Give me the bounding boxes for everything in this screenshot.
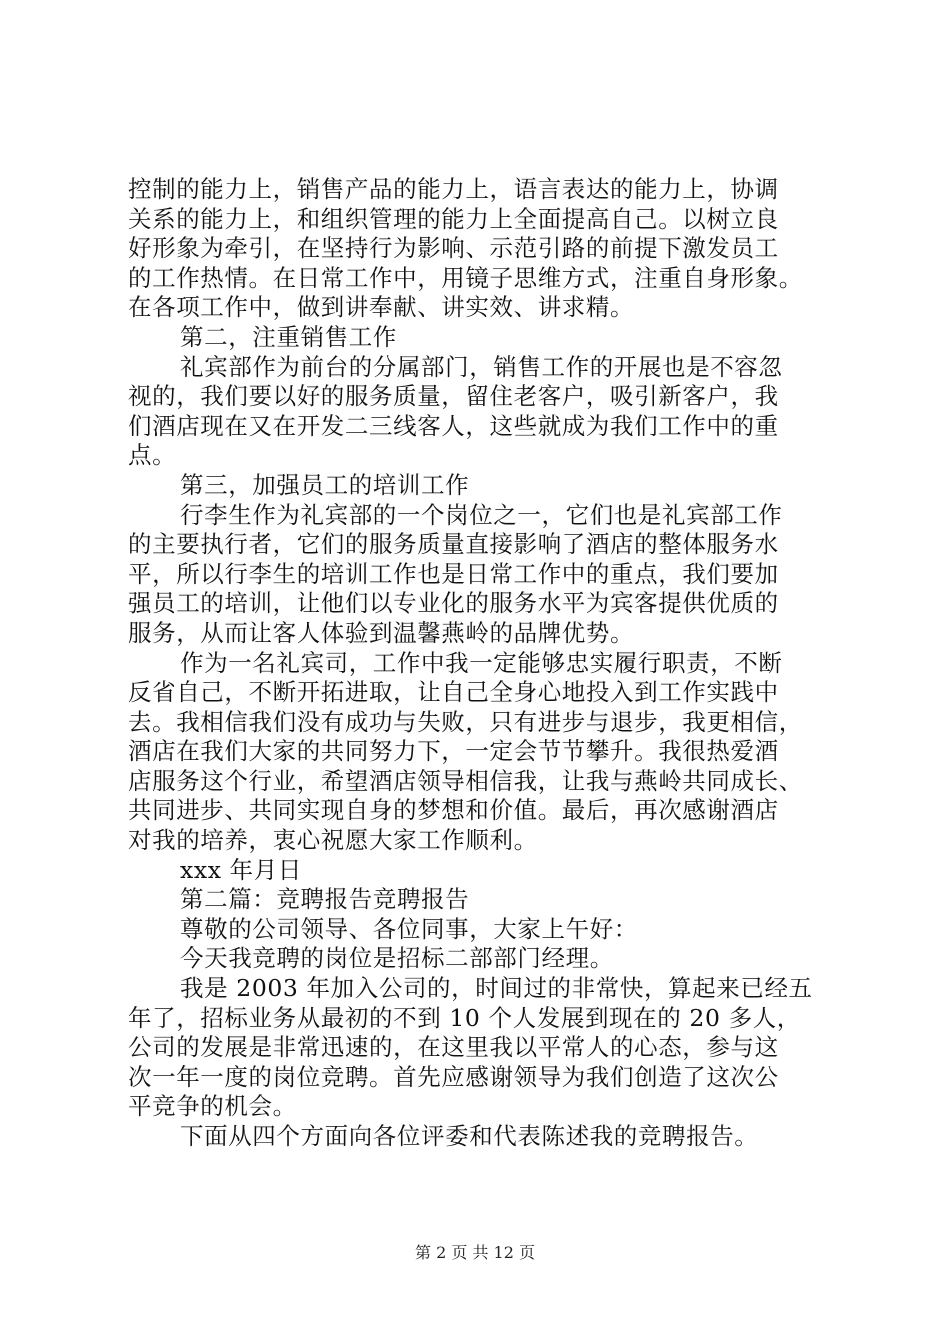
text-line: 行李生作为礼宾部的一个岗位之一，它们也是礼宾部工作: [180, 500, 783, 529]
text-line: 尊敬的公司领导、各位同事，大家上午好：: [180, 914, 638, 943]
text-line: 第三，加强员工的培训工作: [180, 470, 470, 499]
text-line: 礼宾部作为前台的分属部门，销售工作的开展也是不容忽: [180, 352, 783, 381]
text-line: xxx 年月日: [180, 855, 302, 884]
text-line: 在各项工作中，做到讲奉献、讲实效、讲求精。: [128, 293, 635, 322]
page-footer: 第 2 页 共 12 页: [415, 1243, 535, 1262]
text-line: 们酒店现在又在开发二三线客人，这些就成为我们工作中的重: [128, 411, 779, 440]
text-line: 平竞争的机会。: [128, 1092, 297, 1121]
text-line: 下面从四个方面向各位评委和代表陈述我的竞聘报告。: [180, 1122, 759, 1150]
text-line: 关系的能力上，和组织管理的能力上全面提高自己。以树立良: [128, 204, 779, 233]
text-line: 店服务这个行业，希望酒店领导相信我，让我与燕岭共同成长、: [128, 766, 803, 795]
text-line: 今天我竞聘的岗位是招标二部部门经理。: [180, 944, 614, 973]
text-line: 反省自己，不断开拓进取，让自己全身心地投入到工作实践中: [128, 678, 779, 707]
text-line: 共同进步、共同实现自身的梦想和价值。最后，再次感谢酒店: [128, 796, 779, 825]
text-line: 服务，从而让客人体验到温馨燕岭的品牌优势。: [128, 618, 635, 647]
text-line: 的工作热情。在日常工作中，用镜子思维方式，注重自身形象。: [128, 263, 803, 292]
text-line: 对我的培养，衷心祝愿大家工作顺利。: [128, 826, 538, 855]
text-line: 我是 2003 年加入公司的，时间过的非常快，算起来已经五: [180, 974, 813, 1003]
text-line: 平，所以行李生的培训工作也是日常工作中的重点，我们要加: [128, 559, 779, 588]
text-line: 控制的能力上，销售产品的能力上，语言表达的能力上，协调: [128, 175, 779, 203]
text-line: 第二篇：竞聘报告竞聘报告: [180, 885, 470, 914]
text-line: 次一年一度的岗位竞聘。首先应感谢领导为我们创造了这次公: [128, 1062, 779, 1091]
text-line: 视的，我们要以好的服务质量，留住老客户，吸引新客户，我: [128, 382, 779, 411]
text-line: 强员工的培训，让他们以专业化的服务水平为宾客提供优质的: [128, 589, 779, 618]
text-line: 去。我相信我们没有成功与失败，只有进步与退步，我更相信，: [128, 707, 803, 736]
text-line: 第二，注重销售工作: [180, 322, 397, 351]
document-body: [128, 175, 868, 1152]
text-line: 公司的发展是非常迅速的，在这里我以平常人的心态，参与这: [128, 1033, 779, 1062]
text-line: 点。: [128, 441, 177, 470]
text-line: 的主要执行者，它们的服务质量直接影响了酒店的整体服务水: [128, 530, 779, 559]
text-line: 酒店在我们大家的共同努力下，一定会节节攀升。我很热爱酒: [128, 737, 779, 766]
text-line: 年了，招标业务从最初的不到 10 个人发展到现在的 20 多人，: [128, 1003, 801, 1032]
text-line: 好形象为牵引，在坚持行为影响、示范引路的前提下激发员工: [128, 234, 779, 263]
text-line: 作为一名礼宾司，工作中我一定能够忠实履行职责，不断: [180, 648, 783, 677]
